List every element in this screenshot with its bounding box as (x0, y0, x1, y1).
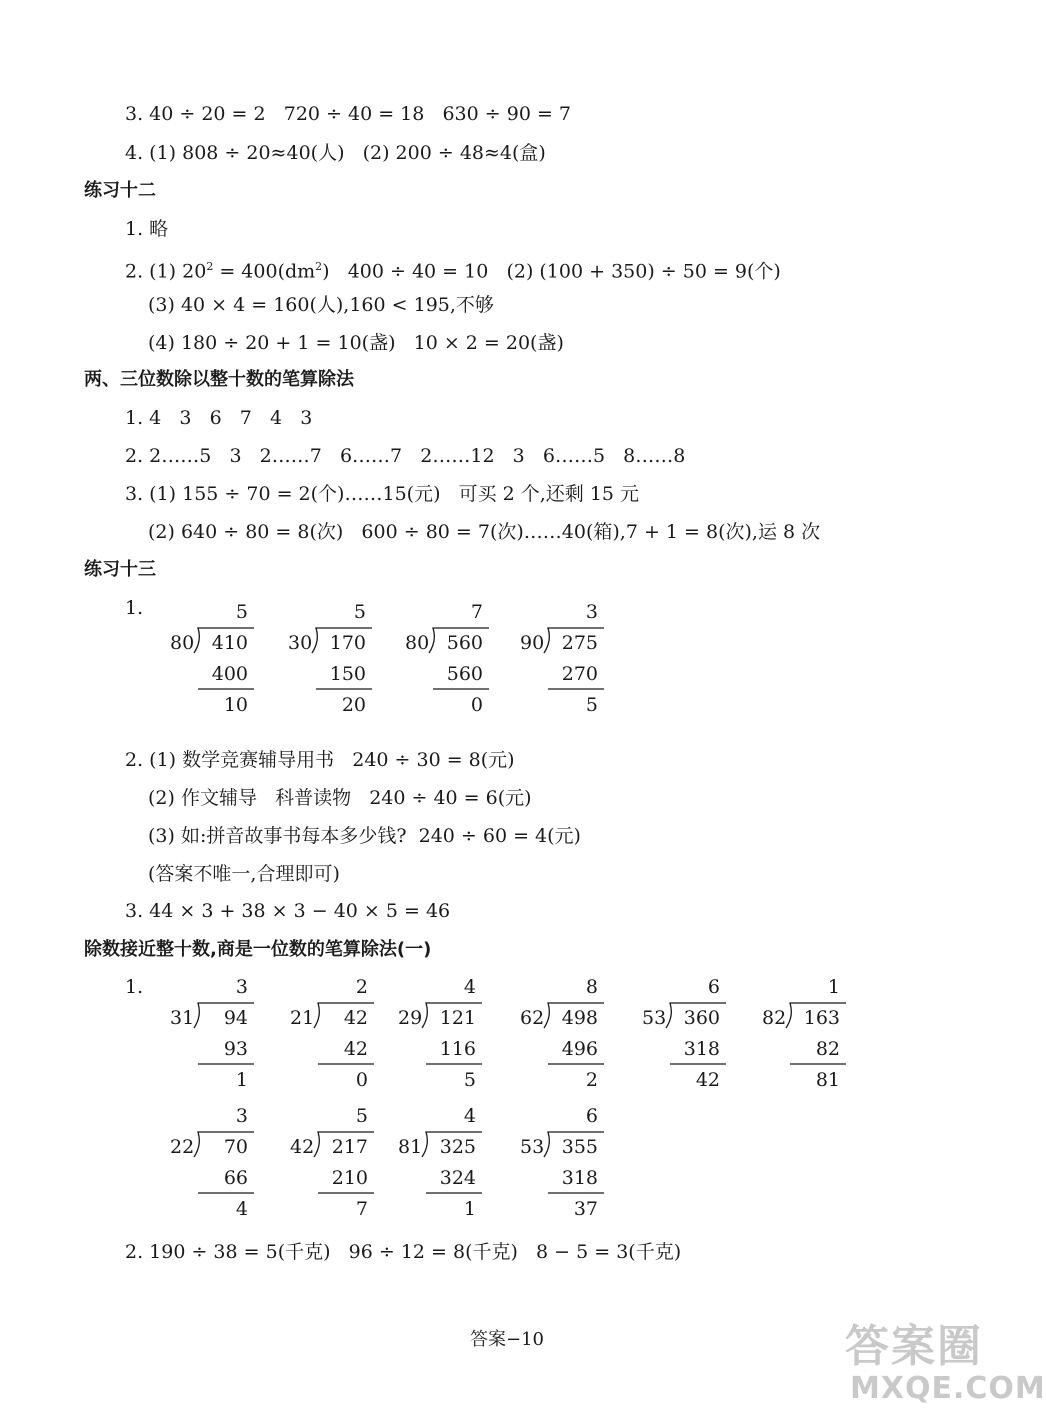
ex13-line-2: 2. (1) 数学竞赛辅导用书 240 ÷ 30 = 8(元) (125, 749, 515, 771)
division-bracket-line (312, 628, 372, 653)
remainder: 1 (463, 1198, 476, 1220)
division-bracket-line (194, 628, 254, 653)
watermark-url: MXQE.COM (850, 1371, 1046, 1406)
divisor: 22 (170, 1136, 195, 1158)
quotient: 7 (470, 601, 483, 623)
quotient: 2 (355, 976, 368, 998)
dividend: 94 (223, 1007, 248, 1029)
long-division (398, 976, 488, 1101)
ex13-line-5: (答案不唯一,合理即可) (148, 863, 340, 885)
remainder: 81 (815, 1069, 840, 1091)
divisor: 21 (290, 1007, 315, 1029)
product: 318 (683, 1038, 720, 1060)
quotient: 5 (355, 1105, 368, 1127)
remainder: 5 (585, 694, 598, 716)
product: 66 (223, 1167, 248, 1189)
div-line-2: 2. 2……5 3 2……7 6……7 2……12 3 6……5 8……8 (125, 445, 686, 467)
dividend: 560 (446, 632, 483, 654)
product: 150 (329, 663, 366, 685)
ex12-line-1: 1. 略 (125, 218, 169, 240)
quotient: 6 (585, 1105, 598, 1127)
divisor: 42 (290, 1136, 315, 1158)
remainder: 5 (463, 1069, 476, 1091)
product: 93 (223, 1038, 248, 1060)
divisor: 53 (642, 1007, 667, 1029)
product: 116 (439, 1038, 476, 1060)
dividend: 360 (683, 1007, 720, 1029)
quotient: 5 (235, 601, 248, 623)
division-bracket-line (666, 1003, 726, 1028)
division-bracket (520, 1105, 610, 1230)
division-bracket (520, 976, 610, 1101)
watermark-logo: 答案圈 (845, 1321, 983, 1372)
product: 560 (446, 663, 483, 685)
section-title-near-tens-division: 除数接近整十数,商是一位数的笔算除法(一) (84, 939, 432, 960)
long-division (762, 976, 852, 1101)
near-line-2: 2. 190 ÷ 38 = 5(千克) 96 ÷ 12 = 8(千克) 8 − 5 = 3(千克) (125, 1241, 682, 1263)
remainder: 2 (585, 1069, 598, 1091)
divisor: 31 (170, 1007, 195, 1029)
division-bracket-line (422, 1003, 482, 1028)
dividend: 275 (561, 632, 598, 654)
division-bracket-line (429, 628, 489, 653)
long-division (642, 976, 732, 1101)
remainder: 4 (235, 1198, 248, 1220)
long-division (520, 601, 610, 726)
long-division (288, 601, 378, 726)
dividend: 410 (211, 632, 248, 654)
quotient: 1 (827, 976, 840, 998)
ex12-line-2: 2. (1) $20^2 = 400(dm^2) 400 \div 40 = 10$ (2) (100 + 350) ÷ 50 = 9(个) (125, 260, 781, 283)
product: 82 (815, 1038, 840, 1060)
product: 400 (211, 663, 248, 685)
ex12-line-4: (4) 180 ÷ 20 + 1 = 10(盏) 10 × 2 = 20(盏) (148, 332, 564, 354)
div-line-3: 3. (1) 155 ÷ 70 = 2(个)……15(元) 可买 2 个,还剩 15 元 (125, 483, 640, 505)
division-bracket (398, 976, 488, 1101)
remainder: 1 (235, 1069, 248, 1091)
divisor: 29 (398, 1007, 423, 1029)
product: 324 (439, 1167, 476, 1189)
near-item-1-label: 1. (125, 976, 144, 998)
answer-line-4: 4. (1) 808 ÷ 20≈40(人) (2) 200 ÷ 48≈4(盒) (125, 142, 546, 164)
division-bracket (290, 1105, 380, 1230)
remainder: 0 (355, 1069, 368, 1091)
quotient: 3 (235, 1105, 248, 1127)
division-bracket (170, 976, 260, 1101)
remainder: 0 (470, 694, 483, 716)
ex13-item-1-label: 1. (125, 597, 144, 619)
dividend: 498 (561, 1007, 598, 1029)
quotient: 4 (463, 1105, 476, 1127)
remainder: 7 (355, 1198, 368, 1220)
quotient: 5 (353, 601, 366, 623)
page-footer: 答案−10 (470, 1329, 544, 1350)
dividend: 325 (439, 1136, 476, 1158)
division-bracket-line (422, 1132, 482, 1157)
long-division (290, 1105, 380, 1230)
dividend: 70 (223, 1136, 248, 1158)
section-title-exercise-13: 练习十三 (84, 559, 156, 580)
long-division (520, 976, 610, 1101)
product: 210 (331, 1167, 368, 1189)
division-bracket-line (194, 1132, 254, 1157)
product: 42 (343, 1038, 368, 1060)
remainder: 37 (573, 1198, 598, 1220)
division-bracket (762, 976, 852, 1101)
divisor: 53 (520, 1136, 545, 1158)
division-bracket-line (314, 1132, 374, 1157)
long-division (170, 601, 260, 726)
division-bracket (520, 601, 610, 726)
dividend: 170 (329, 632, 366, 654)
division-bracket-line (544, 1132, 604, 1157)
division-bracket (642, 976, 732, 1101)
quotient: 8 (585, 976, 598, 998)
quotient: 6 (707, 976, 720, 998)
quotient: 3 (235, 976, 248, 998)
remainder: 10 (223, 694, 248, 716)
product: 318 (561, 1167, 598, 1189)
divisor: 80 (170, 632, 195, 654)
ex13-line-3: (2) 作文辅导 科普读物 240 ÷ 40 = 6(元) (148, 787, 532, 809)
division-bracket (170, 601, 260, 726)
product: 496 (561, 1038, 598, 1060)
ex13-line-6: 3. 44 × 3 + 38 × 3 − 40 × 5 = 46 (125, 900, 451, 922)
ex13-line-4: (3) 如:拼音故事书每本多少钱? 240 ÷ 60 = 4(元) (148, 825, 581, 847)
ex12-line-3: (3) 40 × 4 = 160(人),160 < 195,不够 (148, 294, 494, 316)
division-bracket-line (194, 1003, 254, 1028)
long-division (170, 1105, 260, 1230)
division-bracket-line (314, 1003, 374, 1028)
division-bracket-line (544, 628, 604, 653)
division-bracket (288, 601, 378, 726)
divisor: 80 (405, 632, 430, 654)
long-division (405, 601, 495, 726)
long-division (520, 1105, 610, 1230)
divisor: 30 (288, 632, 313, 654)
long-division (398, 1105, 488, 1230)
divisor: 62 (520, 1007, 545, 1029)
section-title-exercise-12: 练习十二 (84, 180, 156, 201)
remainder: 42 (695, 1069, 720, 1091)
dividend: 355 (561, 1136, 598, 1158)
division-bracket (405, 601, 495, 726)
division-bracket (398, 1105, 488, 1230)
division-bracket (170, 1105, 260, 1230)
quotient: 4 (463, 976, 476, 998)
dividend: 163 (803, 1007, 840, 1029)
dividend: 42 (343, 1007, 368, 1029)
quotient: 3 (585, 601, 598, 623)
div-line-1: 1. 4 3 6 7 4 3 (125, 407, 313, 429)
section-title-division-by-tens: 两、三位数除以整十数的笔算除法 (84, 369, 354, 390)
division-bracket (290, 976, 380, 1101)
divisor: 82 (762, 1007, 787, 1029)
remainder: 20 (341, 694, 366, 716)
answer-line-3: 3. 40 ÷ 20 = 2 720 ÷ 40 = 18 630 ÷ 90 = 7 (125, 103, 571, 125)
product: 270 (561, 663, 598, 685)
long-division (290, 976, 380, 1101)
dividend: 217 (331, 1136, 368, 1158)
divisor: 90 (520, 632, 545, 654)
divisor: 81 (398, 1136, 423, 1158)
division-bracket-line (544, 1003, 604, 1028)
division-bracket-line (786, 1003, 846, 1028)
div-line-4: (2) 640 ÷ 80 = 8(次) 600 ÷ 80 = 7(次)……40(箱),7 + 1 = 8(次),运 8 次 (148, 521, 821, 543)
long-division (170, 976, 260, 1101)
dividend: 121 (439, 1007, 476, 1029)
